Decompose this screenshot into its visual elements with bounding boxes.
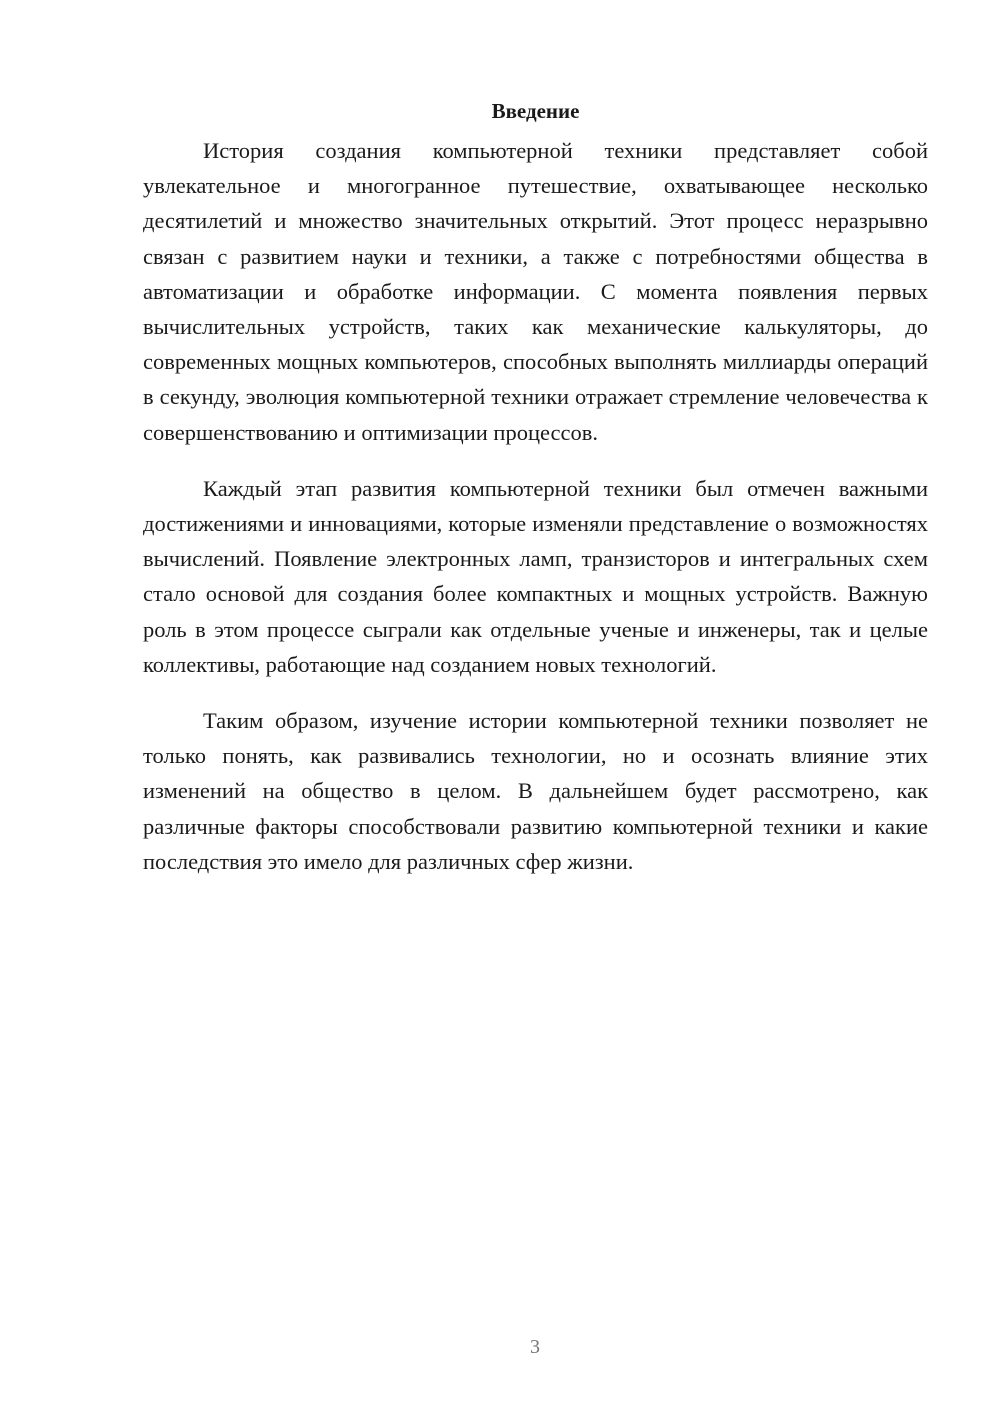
page-content — [143, 96, 928, 879]
paragraph-1: История создания компьютерной техники представляет собой увлекательное и многогранное путешествие, охватывающее несколько десятилетий и множество значительных открытий. Этот процесс неразрывно связан с развитием науки и техники, а также с потребностями общества в автоматизации и обработке информации. С момента появления первых вычислительных устройств, таких как механические калькуляторы, до современных мощных компьютеров, способных выполнять миллиарды операций в секунду, эволюция компьютерной техники отражает стремление человечества к совершенствованию и оптимизации процессов. — [143, 138, 928, 445]
section-title: Введение — [491, 99, 580, 123]
paragraph-2: Каждый этап развития компьютерной техники был отмечен важными достижениями и инновациями, которые изменяли представление о возможностях вычислений. Появление электронных ламп, транзисторов и интегральных схем стало основой для создания более компактных и мощных устройств. Важную роль в этом процессе сыграли как отдельные ученые и инженеры, так и целые коллективы, работающие над созданием новых технологий. — [143, 475, 928, 677]
paragraph-3: Таким образом, изучение истории компьютерной техники позволяет не только понять, как развивались технологии, но и осознать влияние этих изменений на общество в целом. В дальнейшем будет рассмотрено, как различные факторы способствовали развитию компьютерной техники и какие последствия это имело для различных сфер жизни. — [143, 708, 928, 874]
page-number: 3 — [530, 1336, 540, 1358]
